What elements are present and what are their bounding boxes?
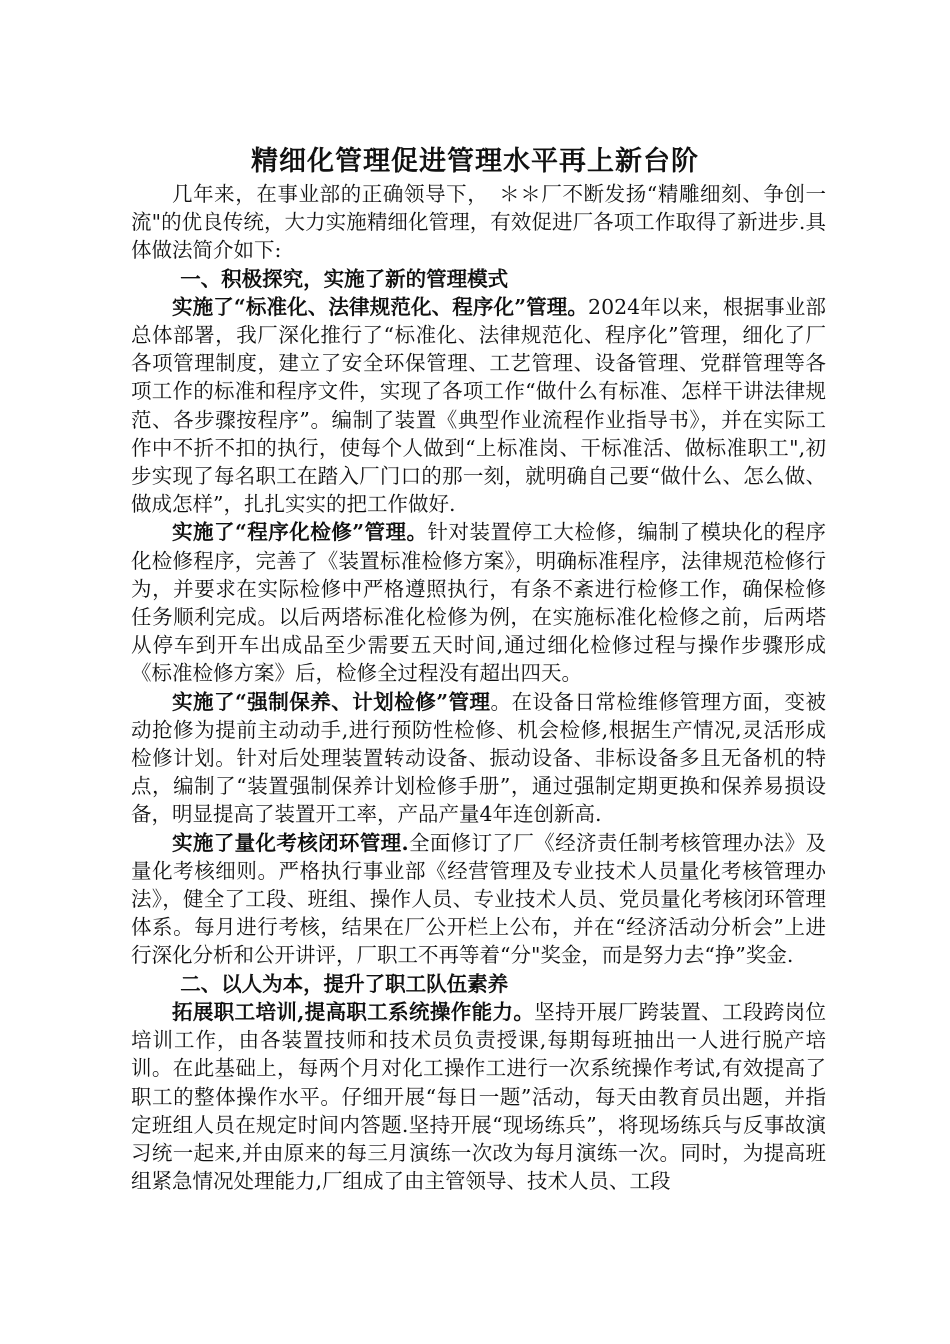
paragraph-text: 全面修订了厂《经济责任制考核管理办法》及量化考核细则。严格执行事业部《经营管理及专业技术人员量化考核管理办法》，健全了工段、班组、操作人员、专业技术人员、党员量化考核闭环管理体系。每月进行考核，结果在厂公开栏上公布，并在“经济活动分析会”上进行深化分析和公开讲评，厂职工不再等着“分"奖金，而是努力去“挣”奖金. bbox=[131, 830, 826, 968]
section-2-paragraph bbox=[131, 998, 826, 1195]
section-1-paragraph bbox=[131, 293, 826, 519]
paragraph-text: 。在设备日常检维修管理方面，变被动抢修为提前主动动手,进行预防性检修、机会检修,根据生产情况,灵活形成检修计划。针对后处理装置转动设备、振动设备、非标设备多且无备机的特点，编制了“装置强制保养计划检修手册”，通过强制定期更换和保养易损设备，明显提高了装置开工率，产品产量4年连创新高. bbox=[131, 689, 827, 827]
section-1-heading: 一、积极探究，实施了新的管理模式 bbox=[180, 266, 509, 291]
paragraph-lead: 实施了量化考核闭环管理. bbox=[172, 830, 409, 855]
paragraph-text: 坚持开展厂跨装置、工段跨岗位培训工作，由各装置技师和技术员负责授课,每期每班抽出一人进行脱产培训。在此基础上，每两个月对化工操作工进行一次系统操作考试,有效提高了职工的整体操作水平。仔细开展“每日一题”活动，每天由教育员出题，并指定班组人员在规定时间内答题.坚持开展“现场练兵”，将现场练兵与反事故演习统一起来,并由原来的每三月演练一次改为每月演练一次。同时，为提高班组紧急情况处理能力,厂组成了由主管领导、技术人员、工段 bbox=[131, 999, 826, 1194]
paragraph-text: 2024年以来，根据事业部总体部署，我厂深化推行了“标准化、法律规范化、程序化”管理，细化了厂各项管理制度，建立了安全环保管理、工艺管理、设备管理、党群管理等各项工作的标准和程序文件，实现了各项工作“做什么有标准、怎样干讲法律规范、各步骤按程序”。编制了装置《典型作业流程作业指导书》，并在实际工作中不折不扣的执行，使每个人做到“上标准岗、干标准活、做标准职工",初步实现了每名职工在踏入厂门口的那一刻，就明确自己要“做什么、怎么做、做成怎样”，扎扎实实的把工作做好. bbox=[131, 294, 826, 517]
section-1-paragraph bbox=[131, 518, 826, 687]
paragraph-lead: 实施了“标准化、法律规范化、程序化”管理。 bbox=[172, 294, 589, 319]
document-body bbox=[131, 180, 826, 1195]
section-2-heading: 二、以人为本，提升了职工队伍素养 bbox=[180, 971, 509, 996]
section-1-paragraph bbox=[131, 688, 826, 829]
section-1-paragraph bbox=[131, 829, 826, 970]
paragraph-lead: 实施了“强制保养、计划检修”管理 bbox=[172, 689, 491, 714]
document-title: 精细化管理促进管理水平再上新台阶 bbox=[251, 146, 699, 177]
paragraph-lead: 实施了“程序化检修”管理。 bbox=[172, 520, 428, 545]
intro-paragraph: 几年来，在事业部的正确领导下， ＊＊厂不断发扬“精雕细刻、争创一流"的优良传统，大力实施精细化管理，有效促进厂各项工作取得了新进步.具体做法简介如下: bbox=[131, 182, 826, 263]
paragraph-lead: 拓展职工培训,提高职工系统操作能力。 bbox=[172, 999, 535, 1024]
paragraph-text: 针对装置停工大检修，编制了模块化的程序化检修程序，完善了《装置标准检修方案》，明确标准程序，法律规范检修行为，并要求在实际检修中严格遵照执行，有条不紊进行检修工作，确保检修任务顺利完成。以后两塔标准化检修为例，在实施标准化检修之前，后两塔从停车到开车出成品至少需要五天时间,通过细化检修过程与操作步骤形成《标准检修方案》后，检修全过程没有超出四天。 bbox=[131, 520, 826, 686]
